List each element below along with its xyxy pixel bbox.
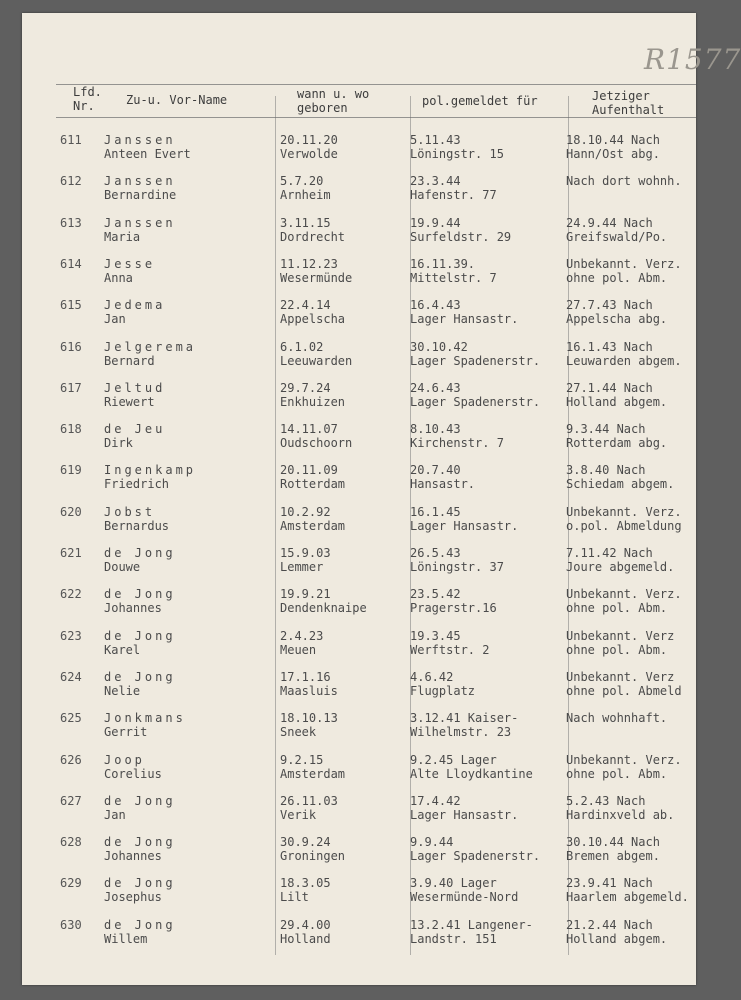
- row-number: 626: [60, 752, 82, 767]
- birth-date: 20.11.09: [280, 463, 338, 478]
- registration-line1: 30.10.42: [410, 339, 468, 354]
- birth-date: 18.10.13: [280, 711, 338, 726]
- birth-date: 22.4.14: [280, 298, 331, 313]
- whereabouts-line2: ohne pol. Abm.: [566, 601, 668, 616]
- whereabouts-line1: Unbekannt. Verz: [566, 628, 675, 643]
- registration-line2: Landstr. 151: [410, 931, 497, 946]
- firstname: Jan: [104, 807, 126, 822]
- whereabouts-line2: Schiedam abgem.: [566, 477, 675, 492]
- birth-place: Dordrecht: [280, 229, 346, 244]
- registration-line1: 19.3.45: [410, 628, 461, 643]
- firstname: Friedrich: [104, 477, 170, 492]
- whereabouts-line2: Leuwarden abgem.: [566, 353, 682, 368]
- row-number: 625: [60, 711, 82, 726]
- whereabouts-line2: Greifswald/Po.: [566, 229, 668, 244]
- surname: Jobst: [104, 504, 156, 519]
- birth-date: 9.2.15: [280, 752, 324, 767]
- row-number: 620: [60, 504, 82, 519]
- whereabouts-line1: 7.11.42 Nach: [566, 546, 653, 560]
- whereabouts-line2: Appelscha abg.: [566, 312, 668, 327]
- firstname: Karel: [104, 642, 141, 657]
- firstname: Anteen Evert: [104, 147, 191, 161]
- firstname: Bernardus: [104, 518, 170, 533]
- surname: Janssen: [104, 174, 176, 189]
- firstname: Josephus: [104, 890, 162, 905]
- firstname: Dirk: [104, 436, 133, 451]
- row-number: 628: [60, 835, 82, 850]
- registration-line1: 3.12.41 Kaiser-: [410, 711, 519, 726]
- registration-line1: 23.5.42: [410, 587, 461, 602]
- birth-place: Arnheim: [280, 188, 331, 203]
- whereabouts-line1: Unbekannt. Verz.: [566, 504, 682, 519]
- surname: Ingenkamp: [104, 463, 197, 478]
- birth-place: Holland: [280, 931, 331, 946]
- row-number: 621: [60, 546, 82, 560]
- whereabouts-line1: 21.2.44 Nach: [566, 917, 653, 932]
- whereabouts-line1: 27.1.44 Nach: [566, 380, 653, 395]
- firstname: Willem: [104, 931, 148, 946]
- registration-line1: 8.10.43: [410, 422, 461, 437]
- whereabouts-line2: Joure abgemeld.: [566, 560, 675, 574]
- registration-line2: Lager Hansastr.: [410, 518, 519, 533]
- whereabouts-line2: Rotterdam abg.: [566, 436, 668, 451]
- birth-place: Lilt: [280, 890, 309, 905]
- birth-date: 11.12.23: [280, 256, 338, 271]
- surname: de Jong: [104, 917, 176, 932]
- birth-date: 14.11.07: [280, 422, 338, 437]
- header-rule-top: [56, 84, 696, 85]
- registration-line2: Löningstr. 15: [410, 147, 504, 161]
- birth-place: Enkhuizen: [280, 394, 346, 409]
- birth-place: Verik: [280, 807, 317, 822]
- whereabouts-line1: 23.9.41 Nach: [566, 876, 653, 891]
- registration-line1: 16.1.45: [410, 504, 461, 519]
- firstname: Anna: [104, 270, 133, 285]
- registration-line1: 9.9.44: [410, 835, 454, 850]
- whereabouts-line1: 9.3.44 Nach: [566, 422, 646, 437]
- surname: Janssen: [104, 133, 176, 147]
- whereabouts-line1: Unbekannt. Verz.: [566, 587, 682, 602]
- birth-date: 26.11.03: [280, 793, 338, 808]
- registration-line1: 13.2.41 Langener-: [410, 917, 533, 932]
- whereabouts-line2: ohne pol. Abm.: [566, 766, 668, 781]
- birth-place: Rotterdam: [280, 477, 346, 492]
- registration-line1: 9.2.45 Lager: [410, 752, 497, 767]
- row-number: 615: [60, 298, 82, 313]
- whereabouts-line2: o.pol. Abmeldung: [566, 518, 682, 533]
- whereabouts-line2: Bremen abgem.: [566, 849, 660, 864]
- registration-line1: 3.9.40 Lager: [410, 876, 497, 891]
- registration-line1: 16.4.43: [410, 298, 461, 313]
- firstname: Maria: [104, 229, 141, 244]
- registration-line2: Hafenstr. 77: [410, 188, 497, 203]
- surname: de Jong: [104, 669, 176, 684]
- birth-date: 3.11.15: [280, 215, 331, 230]
- surname: de Jong: [104, 835, 176, 850]
- birth-place: Leeuwarden: [280, 353, 353, 368]
- registration-line1: 17.4.42: [410, 793, 461, 808]
- registration-line2: Alte Lloydkantine: [410, 766, 533, 781]
- whereabouts-line1: 16.1.43 Nach: [566, 339, 653, 354]
- registration-line1: 20.7.40: [410, 463, 461, 478]
- document-page: [22, 13, 741, 985]
- registration-line2: Pragerstr.16: [410, 601, 497, 616]
- birth-date: 20.11.20: [280, 133, 338, 147]
- header-nr: Lfd. Nr.: [73, 85, 102, 113]
- registration-line1: 16.11.39.: [410, 256, 476, 271]
- registration-line2: Lager Spadenerstr.: [410, 849, 541, 864]
- birth-date: 30.9.24: [280, 835, 331, 850]
- whereabouts-line1: 3.8.40 Nach: [566, 463, 646, 478]
- surname: de Jeu: [104, 422, 166, 437]
- surname: de Jong: [104, 546, 176, 560]
- registration-line1: 5.11.43: [410, 133, 461, 147]
- row-number: 622: [60, 587, 82, 602]
- whereabouts-line1: 27.7.43 Nach: [566, 298, 653, 313]
- whereabouts-line2: Haarlem abgemeld.: [566, 890, 689, 905]
- row-number: 612: [60, 174, 82, 189]
- whereabouts-line1: 5.2.43 Nach: [566, 793, 646, 808]
- birth-date: 15.9.03: [280, 546, 331, 560]
- registration-line1: 19.9.44: [410, 215, 461, 230]
- surname: Joop: [104, 752, 145, 767]
- birth-place: Meuen: [280, 642, 317, 657]
- header-whereabouts: Jetziger Aufenthalt: [592, 89, 665, 117]
- registration-line2: Mittelstr. 7: [410, 270, 497, 285]
- registration-line2: Werftstr. 2: [410, 642, 490, 657]
- surname: Jelgerema: [104, 339, 197, 354]
- registration-line2: Löningstr. 37: [410, 560, 504, 574]
- birth-date: 5.7.20: [280, 174, 324, 189]
- header-born: wann u. wo geboren: [297, 87, 370, 115]
- firstname: Corelius: [104, 766, 162, 781]
- header-registered: pol.gemeldet für: [422, 94, 538, 108]
- header-rule-bottom: [56, 117, 696, 118]
- firstname: Bernard: [104, 353, 155, 368]
- birth-place: Verwolde: [280, 147, 338, 161]
- whereabouts-line2: Holland abgem.: [566, 931, 668, 946]
- registration-line2: Hansastr.: [410, 477, 476, 492]
- birth-place: Wesermünde: [280, 270, 353, 285]
- row-number: 623: [60, 628, 82, 643]
- firstname: Bernardine: [104, 188, 177, 203]
- birth-place: Sneek: [280, 725, 317, 740]
- registration-line1: 26.5.43: [410, 546, 461, 560]
- whereabouts-line2: Holland abgem.: [566, 394, 668, 409]
- whereabouts-line1: Unbekannt. Verz: [566, 669, 675, 684]
- row-number: 618: [60, 422, 82, 437]
- surname: Jeltud: [104, 380, 166, 395]
- surname: de Jong: [104, 876, 176, 891]
- row-number: 617: [60, 380, 82, 395]
- firstname: Johannes: [104, 601, 162, 616]
- registration-line2: Lager Spadenerstr.: [410, 353, 541, 368]
- registration-line2: Surfeldstr. 29: [410, 229, 512, 244]
- registration-line2: Lager Hansastr.: [410, 807, 519, 822]
- surname: Jesse: [104, 256, 156, 271]
- birth-date: 18.3.05: [280, 876, 331, 891]
- whereabouts-line2: ohne pol. Abm.: [566, 642, 668, 657]
- registration-line2: Lager Hansastr.: [410, 312, 519, 327]
- firstname: Riewert: [104, 394, 155, 409]
- registration-line2: Wilhelmstr. 23: [410, 725, 512, 740]
- row-number: 630: [60, 917, 82, 932]
- column-divider: [275, 96, 276, 955]
- birth-date: 6.1.02: [280, 339, 324, 354]
- whereabouts-line1: Nach wohnhaft.: [566, 711, 668, 726]
- whereabouts-line2: ohne pol. Abm.: [566, 270, 668, 285]
- birth-date: 17.1.16: [280, 669, 331, 684]
- whereabouts-line1: Unbekannt. Verz.: [566, 752, 682, 767]
- birth-place: Appelscha: [280, 312, 346, 327]
- whereabouts-line2: Hann/Ost abg.: [566, 147, 660, 161]
- registration-line2: Flugplatz: [410, 683, 476, 698]
- row-number: 613: [60, 215, 82, 230]
- registration-line1: 23.3.44: [410, 174, 461, 189]
- firstname: Douwe: [104, 560, 141, 574]
- birth-date: 29.7.24: [280, 380, 331, 395]
- whereabouts-line1: 30.10.44 Nach: [566, 835, 660, 850]
- surname: de Jong: [104, 587, 176, 602]
- row-number: 624: [60, 669, 82, 684]
- row-number: 629: [60, 876, 82, 891]
- birth-date: 10.2.92: [280, 504, 331, 519]
- row-number: 611: [60, 133, 82, 147]
- surname: Jedema: [104, 298, 166, 313]
- whereabouts-line1: Nach dort wohnh.: [566, 174, 682, 189]
- archive-annotation: R1577: [644, 43, 741, 76]
- registration-line2: Wesermünde-Nord: [410, 890, 519, 905]
- surname: de Jong: [104, 793, 176, 808]
- firstname: Jan: [104, 312, 126, 327]
- birth-place: Lemmer: [280, 560, 324, 574]
- firstname: Nelie: [104, 683, 141, 698]
- row-number: 619: [60, 463, 82, 478]
- birth-date: 19.9.21: [280, 587, 331, 602]
- whereabouts-line2: ohne pol. Abmeld: [566, 683, 682, 698]
- surname: Janssen: [104, 215, 176, 230]
- birth-date: 29.4.00: [280, 917, 331, 932]
- row-number: 627: [60, 793, 82, 808]
- registration-line2: Lager Spadenerstr.: [410, 394, 541, 409]
- birth-date: 2.4.23: [280, 628, 324, 643]
- surname: Jonkmans: [104, 711, 186, 726]
- whereabouts-line2: Hardinxveld ab.: [566, 807, 675, 822]
- whereabouts-line1: Unbekannt. Verz.: [566, 256, 682, 271]
- birth-place: Oudschoorn: [280, 436, 353, 451]
- birth-place: Amsterdam: [280, 766, 346, 781]
- registration-line1: 24.6.43: [410, 380, 461, 395]
- birth-place: Amsterdam: [280, 518, 346, 533]
- firstname: Johannes: [104, 849, 162, 864]
- registration-line2: Kirchenstr. 7: [410, 436, 504, 451]
- row-number: 614: [60, 256, 82, 271]
- birth-place: Groningen: [280, 849, 346, 864]
- registration-line1: 4.6.42: [410, 669, 454, 684]
- row-number: 616: [60, 339, 82, 354]
- firstname: Gerrit: [104, 725, 148, 740]
- surname: de Jong: [104, 628, 176, 643]
- header-name: Zu-u. Vor-Name: [126, 93, 228, 107]
- whereabouts-line1: 18.10.44 Nach: [566, 133, 660, 147]
- birth-place: Dendenknaipe: [280, 601, 367, 616]
- birth-place: Maasluis: [280, 683, 338, 698]
- whereabouts-line1: 24.9.44 Nach: [566, 215, 653, 230]
